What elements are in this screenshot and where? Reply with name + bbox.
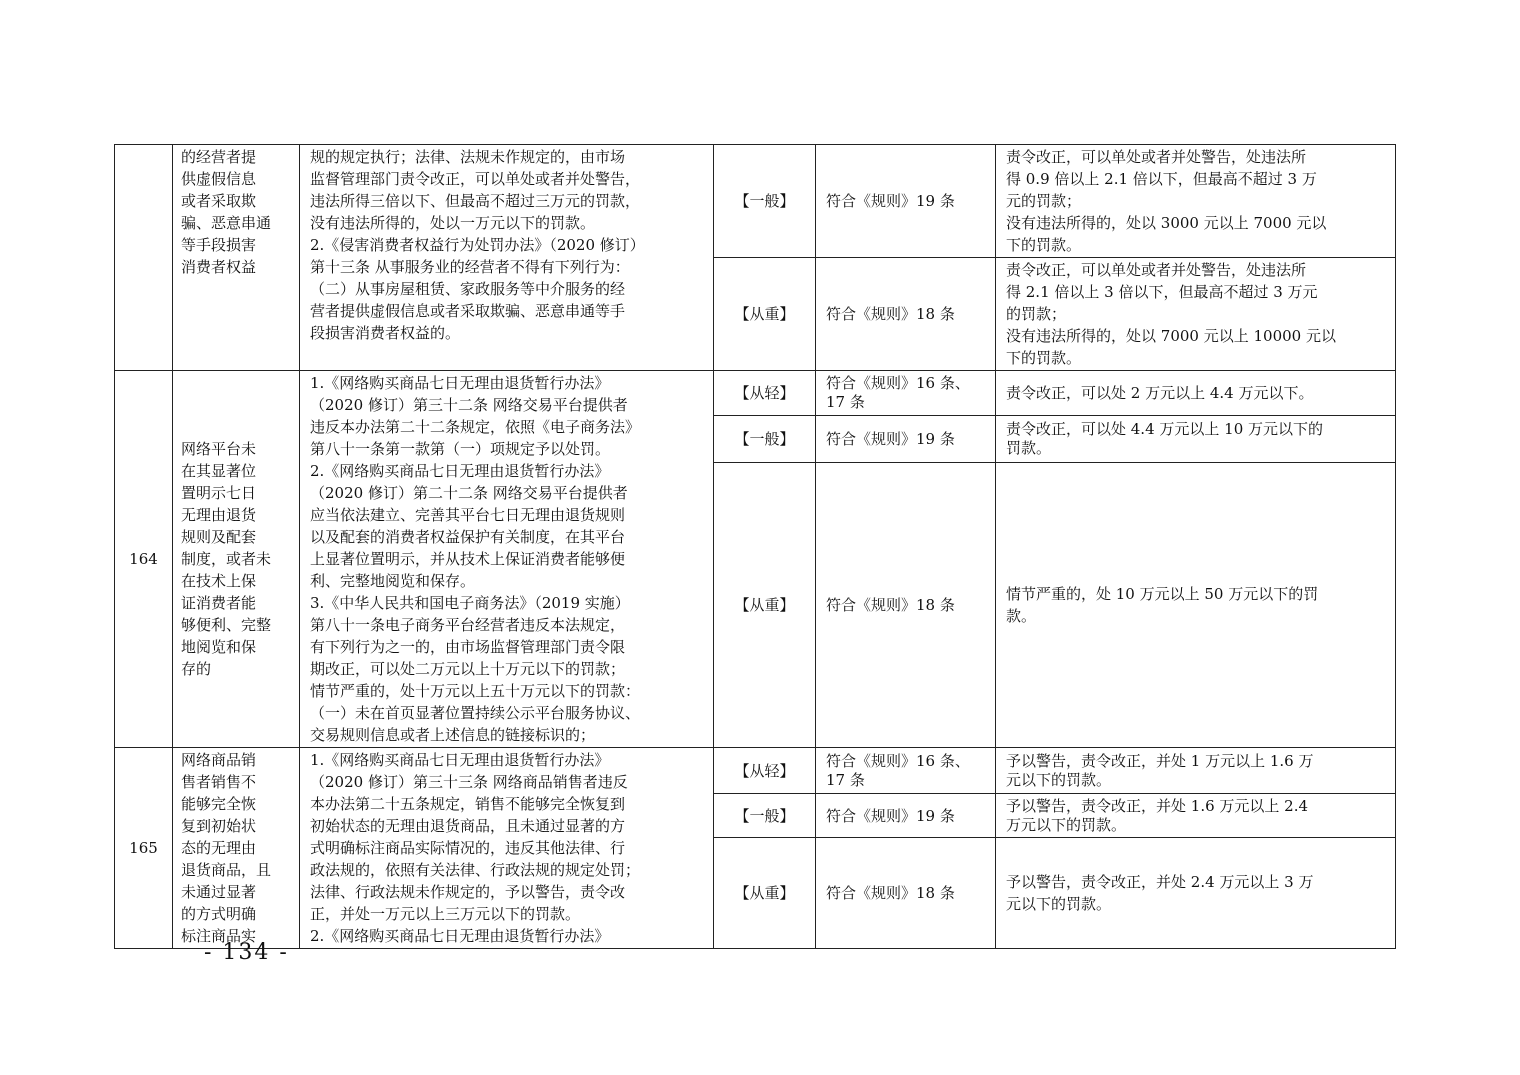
discretion-level: 【一般】: [714, 145, 816, 258]
penalty-standard: 责令改正，可以处 2 万元以上 4.4 万元以下。: [996, 371, 1396, 416]
applicable-condition: 符合《规则》16 条、 17 条: [816, 748, 996, 794]
violation-subject: 网络商品销 售者销售不 能够完全恢 复到初始状 态的无理由 退货商品，且 未通过显著 的方式明确 标注商品实: [173, 748, 300, 949]
penalty-standard: 责令改正，可以单处或者并处警告，处违法所 得 0.9 倍以上 2.1 倍以下，但最高不超过 3 万 元的罚款； 没有违法所得的，处以 3000 元以上 7000 元以 下的罚款。: [996, 145, 1396, 258]
discretion-level: 【从重】: [714, 462, 816, 747]
discretion-level: 【从重】: [714, 838, 816, 949]
penalty-standard: 予以警告，责令改正，并处 1.6 万元以上 2.4 万元以下的罚款。: [996, 794, 1396, 838]
legal-basis: 规的规定执行；法律、法规未作规定的，由市场 监督管理部门责令改正，可以单处或者并处警告， 违法所得三倍以下、但最高不超过三万元的罚款， 没有违法所得的，处以一万元以下的罚款。 2.《侵害消费者权益行为处罚办法》（2020 修订） 第十三条 从事服务业的经营者不得有下列行为： （二）从事房屋租赁、家政服务等中介服务的经 营者提供虚假信息或者采取欺骗、恶意串通等手 段损害消费者权益的。: [300, 145, 714, 371]
row-number: [115, 145, 173, 371]
applicable-condition: 符合《规则》18 条: [816, 258, 996, 371]
row-number: 165: [115, 748, 173, 949]
penalty-standard: 予以警告，责令改正，并处 1 万元以上 1.6 万 元以下的罚款。: [996, 748, 1396, 794]
violation-subject: 的经营者提 供虚假信息 或者采取欺 骗、恶意串通 等手段损害 消费者权益: [173, 145, 300, 371]
violation-subject: 网络平台未 在其显著位 置明示七日 无理由退货 规则及配套 制度，或者未 在技术上保 证消费者能 够便利、完整 地阅览和保 存的: [173, 371, 300, 748]
table-row: [115, 371, 1396, 416]
applicable-condition: 符合《规则》19 条: [816, 794, 996, 838]
legal-basis: 1.《网络购买商品七日无理由退货暂行办法》 （2020 修订）第三十二条 网络交易平台提供者 违反本办法第二十二条规定，依照《电子商务法》 第八十一条第一款第（一）项规定予以处罚。 2.《网络购买商品七日无理由退货暂行办法》 （2020 修订）第二十二条 网络交易平台提供者 应当依法建立、完善其平台七日无理由退货规则 以及配套的消费者权益保护有关制度，在其平台 上显著位置明示，并从技术上保证消费者能够便 利、完整地阅览和保存。 3.《中华人民共和国电子商务法》（2019 实施） 第八十一条电子商务平台经营者违反本法规定， 有下列行为之一的，由市场监督管理部门责令限 期改正，可以处二万元以上十万元以下的罚款； 情节严重的，处十万元以上五十万元以下的罚款： （一）未在首页显著位置持续公示平台服务协议、 交易规则信息或者上述信息的链接标识的；: [300, 371, 714, 748]
discretion-level: 【从重】: [714, 258, 816, 371]
penalty-standard: 责令改正，可以单处或者并处警告，处违法所 得 2.1 倍以上 3 倍以下，但最高不超过 3 万元 的罚款； 没有违法所得的，处以 7000 元以上 10000 元以 下的罚款。: [996, 258, 1396, 371]
discretion-level: 【从轻】: [714, 748, 816, 794]
applicable-condition: 符合《规则》18 条: [816, 462, 996, 747]
page-number: - 134 -: [204, 940, 289, 965]
table-row: [115, 145, 1396, 258]
applicable-condition: 符合《规则》19 条: [816, 415, 996, 462]
row-number: 164: [115, 371, 173, 748]
penalty-standard: 责令改正，可以处 4.4 万元以上 10 万元以下的 罚款。: [996, 415, 1396, 462]
applicable-condition: 符合《规则》18 条: [816, 838, 996, 949]
applicable-condition: 符合《规则》16 条、 17 条: [816, 371, 996, 416]
penalty-standard: 予以警告，责令改正，并处 2.4 万元以上 3 万 元以下的罚款。: [996, 838, 1396, 949]
discretion-level: 【一般】: [714, 415, 816, 462]
discretion-level: 【一般】: [714, 794, 816, 838]
applicable-condition: 符合《规则》19 条: [816, 145, 996, 258]
table-row: [115, 748, 1396, 794]
penalty-standard: 情节严重的，处 10 万元以上 50 万元以下的罚 款。: [996, 462, 1396, 747]
penalty-standards-table: [114, 144, 1396, 949]
legal-basis: 1.《网络购买商品七日无理由退货暂行办法》 （2020 修订）第三十三条 网络商品销售者违反 本办法第二十五条规定，销售不能够完全恢复到 初始状态的无理由退货商品，且未通过显著的方 式明确标注商品实际情况的，违反其他法律、行 政法规的，依照有关法律、行政法规的规定处罚； 法律、行政法规未作规定的，予以警告，责令改 正，并处一万元以上三万元以下的罚款。 2.《网络购买商品七日无理由退货暂行办法》: [300, 748, 714, 949]
discretion-level: 【从轻】: [714, 371, 816, 416]
